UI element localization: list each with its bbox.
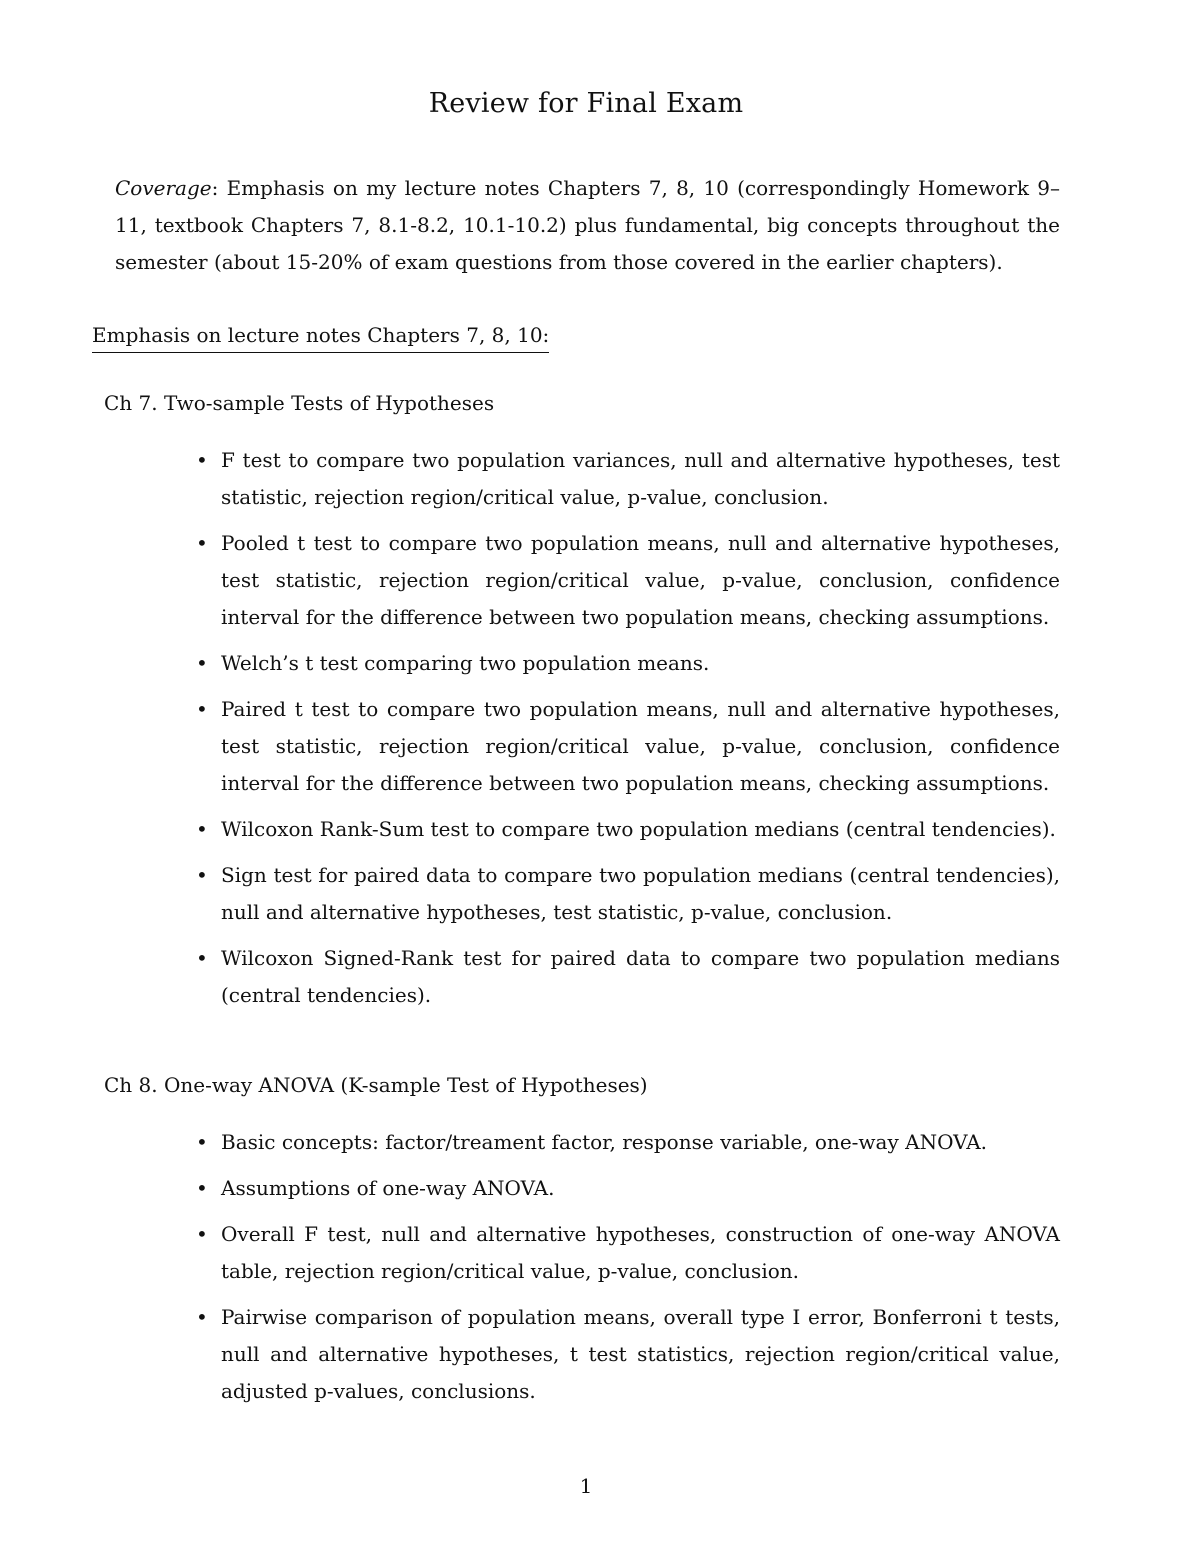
list-item-text: Pairwise comparison of population means, overall type I error, Bonferroni t tests, null and alternative hypotheses, t test statistics, rejection region/critical value, adjusted p-values, conclusions. [221, 1305, 1060, 1403]
list-item-text: Overall F test, null and alternative hypotheses, construction of one-way ANOVA table, rejection region/critical value, p-value, conclusion. [221, 1222, 1060, 1283]
bullet-icon: • [196, 651, 208, 675]
page-number: 1 [579, 1474, 593, 1498]
list-item-text: Paired t test to compare two population means, null and alternative hypotheses, test statistic, rejection region/critical value, p-value, conclusion, confidence interval for the difference between two population means, checking assumptions. [221, 697, 1060, 795]
list-item [196, 645, 1060, 682]
page-title: Review for Final Exam [428, 88, 744, 119]
coverage-paragraph [115, 170, 1060, 281]
chapter-7-list [196, 442, 1060, 1023]
list-item-text: Assumptions of one-way ANOVA. [221, 1176, 555, 1200]
list-item [196, 857, 1060, 931]
list-item-text: F test to compare two population variances, null and alternative hypotheses, test statistic, rejection region/critical value, p-value, conclusion. [221, 448, 1060, 509]
list-item [196, 1299, 1060, 1410]
list-item [196, 1170, 1060, 1207]
coverage-text: : Emphasis on my lecture notes Chapters 7, 8, 10 (correspondingly Homework 9–11, textbook Chapters 7, 8.1-8.2, 10.1-10.2) plus fundamental, big concepts throughout the semester (about 15-20% of exam questions from those covered in the earlier chapters). [115, 176, 1060, 274]
bullet-icon: • [196, 1176, 208, 1200]
list-item [196, 442, 1060, 516]
list-item [196, 525, 1060, 636]
bullet-icon: • [196, 946, 208, 970]
list-item-text: Basic concepts: factor/treament factor, response variable, one-way ANOVA. [221, 1130, 988, 1154]
emphasis-heading: Emphasis on lecture notes Chapters 7, 8, 10: [92, 320, 549, 353]
bullet-icon: • [196, 448, 208, 472]
list-item-text: Welch’s t test comparing two population means. [221, 651, 710, 675]
coverage-label: Coverage [115, 176, 212, 200]
bullet-icon: • [196, 531, 208, 555]
chapter-8-list [196, 1124, 1060, 1419]
bullet-icon: • [196, 697, 208, 721]
bullet-icon: • [196, 1305, 208, 1329]
bullet-icon: • [196, 1130, 208, 1154]
bullet-icon: • [196, 1222, 208, 1246]
list-item-text: Sign test for paired data to compare two population medians (central tendencies), null and alternative hypotheses, test statistic, p-value, conclusion. [221, 863, 1060, 924]
list-item-text: Wilcoxon Rank-Sum test to compare two population medians (central tendencies). [221, 817, 1056, 841]
list-item [196, 1124, 1060, 1161]
list-item-text: Pooled t test to compare two population means, null and alternative hypotheses, test statistic, rejection region/critical value, p-value, conclusion, confidence interval for the difference between two population means, checking assumptions. [221, 531, 1060, 629]
list-item [196, 811, 1060, 848]
list-item [196, 1216, 1060, 1290]
bullet-icon: • [196, 863, 208, 887]
chapter-8-heading: Ch 8. One-way ANOVA (K-sample Test of Hypotheses) [104, 1073, 648, 1097]
chapter-7-heading: Ch 7. Two-sample Tests of Hypotheses [104, 391, 495, 415]
list-item-text: Wilcoxon Signed-Rank test for paired data to compare two population medians (central tendencies). [221, 946, 1060, 1007]
bullet-icon: • [196, 817, 208, 841]
list-item [196, 940, 1060, 1014]
list-item [196, 691, 1060, 802]
